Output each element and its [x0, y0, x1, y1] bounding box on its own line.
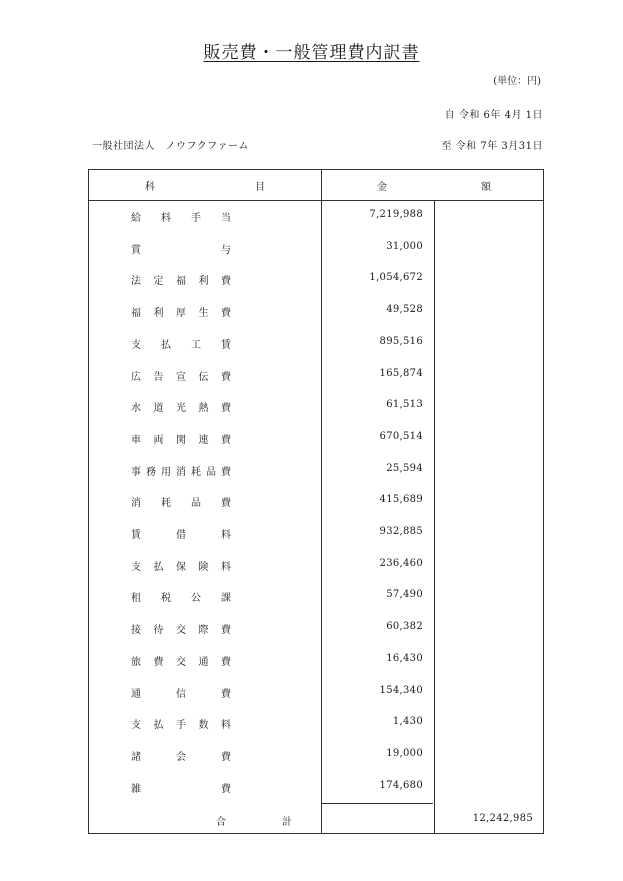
amount-value: 61,513 [386, 399, 423, 411]
unit-label: (単位：円) [493, 76, 541, 87]
account-name-char: 消 [176, 466, 186, 478]
table-row [89, 263, 545, 295]
account-name-char: 費 [221, 498, 231, 510]
account-name-char: 費 [221, 688, 231, 700]
account-name-char: 利 [198, 276, 209, 288]
total-amount: 12,242,985 [472, 813, 533, 824]
account-name-char: 耗 [191, 466, 201, 478]
header-amount-b: 額 [481, 182, 491, 193]
account-name-char: 手 [176, 720, 186, 732]
amount-value: 1,430 [392, 716, 423, 728]
table-row [89, 359, 545, 391]
account-name [131, 399, 231, 414]
expense-table [88, 169, 544, 834]
account-name-char: 告 [153, 371, 164, 383]
account-name [131, 589, 231, 604]
header-account-a: 科 [145, 182, 155, 193]
account-name [131, 494, 231, 509]
account-name-char: 払 [153, 720, 164, 732]
account-name-char: 借 [176, 530, 186, 541]
account-name-char: 福 [176, 276, 186, 288]
account-name-char: 料 [221, 530, 231, 541]
account-name-char: 公 [191, 593, 201, 605]
account-name-char: 保 [176, 561, 186, 573]
account-name-char: 険 [198, 561, 209, 573]
account-name-char: 賃 [221, 339, 231, 351]
account-name [131, 685, 231, 700]
account-name-char: 用 [161, 466, 171, 478]
account-name-char: 費 [221, 434, 231, 446]
amount-value: 165,874 [379, 367, 423, 379]
amount-value: 25,594 [386, 462, 423, 474]
table-row [89, 676, 545, 708]
account-name-char: 品 [206, 466, 216, 478]
account-name [131, 336, 231, 351]
account-name [131, 209, 231, 224]
account-name-char: 賞 [131, 244, 141, 256]
table-row [89, 232, 545, 264]
account-name-char: 事 [131, 466, 141, 478]
account-name-char: 広 [131, 371, 141, 383]
total-divider [321, 803, 433, 804]
company-name: 一般社団法人 ノウフクファーム [92, 141, 249, 152]
account-name-char: 費 [221, 371, 231, 383]
account-name-char: 費 [221, 276, 231, 288]
amount-value: 670,514 [379, 430, 423, 442]
table-row [89, 612, 545, 644]
table-row [89, 327, 545, 359]
account-name-char: 連 [198, 434, 209, 446]
amount-value: 16,430 [386, 652, 423, 664]
account-name-char: 両 [153, 434, 164, 446]
table-row [89, 517, 545, 549]
account-name-char: 会 [176, 751, 186, 763]
account-name-char: 費 [221, 751, 231, 763]
table-row [89, 549, 545, 581]
account-name-char: 務 [146, 466, 156, 478]
table-row [89, 200, 545, 232]
account-name-char: 工 [191, 339, 201, 351]
account-name-char: 料 [221, 561, 231, 573]
amount-value: 174,680 [379, 779, 423, 791]
table-row [89, 644, 545, 676]
account-name-char: 信 [176, 688, 186, 700]
account-name-char: 光 [176, 403, 186, 415]
amount-value: 57,490 [386, 589, 423, 601]
table-row [89, 295, 545, 327]
account-name-char: 支 [131, 339, 141, 351]
account-name-char: 通 [131, 688, 141, 700]
header-amount-a: 金 [377, 182, 387, 193]
account-name-char: 品 [191, 498, 201, 510]
account-name [131, 748, 231, 763]
account-name-char: 水 [131, 403, 141, 415]
account-name-char: 福 [131, 308, 141, 320]
table-row [89, 454, 545, 486]
account-name [131, 368, 231, 383]
amount-value: 7,219,988 [369, 209, 423, 220]
account-name-char: 定 [153, 276, 164, 288]
account-name [131, 716, 231, 731]
account-name-char: 利 [153, 308, 164, 320]
amount-value: 60,382 [386, 621, 423, 633]
amount-value: 154,340 [379, 684, 423, 696]
account-name-char: 際 [198, 625, 209, 637]
account-name-char: 宣 [176, 371, 186, 383]
account-name-char: 関 [176, 434, 186, 446]
table-row [89, 739, 545, 771]
table-row [89, 771, 545, 803]
account-name-char: 当 [221, 213, 231, 224]
account-name-char: 払 [161, 339, 171, 351]
account-name-char: 道 [153, 403, 164, 415]
account-name-char: 接 [131, 625, 141, 637]
amount-value: 236,460 [379, 557, 423, 569]
account-name-char: 待 [153, 625, 164, 637]
header-account-b: 目 [255, 182, 265, 193]
account-name-char: 与 [221, 244, 231, 256]
account-name-char: 伝 [198, 371, 209, 383]
account-name-char: 通 [198, 656, 209, 668]
amount-value: 1,054,672 [369, 272, 423, 284]
amount-value: 415,689 [379, 494, 423, 506]
account-name [131, 621, 231, 636]
period-from: 自 令和 6年 4月 1日 [444, 110, 543, 121]
account-name-char: 交 [176, 625, 186, 637]
account-name-char: 賃 [131, 530, 141, 541]
account-name-char: 法 [131, 276, 141, 288]
table-row [89, 580, 545, 612]
table-row [89, 485, 545, 517]
account-name-char: 支 [131, 561, 141, 573]
account-name-char: 払 [153, 561, 164, 573]
table-row [89, 390, 545, 422]
account-name-char: 消 [131, 498, 141, 510]
period-to: 至 令和 7年 3月31日 [441, 141, 543, 152]
account-name-char: 支 [131, 720, 141, 732]
account-name [131, 780, 231, 795]
account-name [131, 304, 231, 319]
account-name-char: 諸 [131, 751, 141, 763]
account-name-char: 給 [131, 213, 141, 224]
amount-value: 49,528 [386, 304, 423, 316]
total-label-b: 計 [282, 817, 292, 828]
total-label-a: 合 [216, 817, 226, 828]
account-name-char: 課 [221, 593, 231, 605]
account-name [131, 272, 231, 287]
account-name [131, 653, 231, 668]
document-title [0, 38, 623, 63]
account-name-char: 交 [176, 656, 186, 668]
account-name-char: 生 [198, 308, 209, 320]
account-name [131, 463, 231, 478]
account-name-char: 租 [131, 593, 141, 605]
account-name-char: 費 [221, 466, 231, 478]
account-name [131, 558, 231, 573]
account-name-char: 車 [131, 434, 141, 446]
account-name-char: 厚 [176, 308, 186, 320]
account-name [131, 526, 231, 541]
account-name-char: 費 [221, 308, 231, 320]
account-name-char: 旅 [131, 656, 141, 668]
amount-value: 19,000 [386, 747, 423, 759]
amount-value: 932,885 [379, 526, 423, 537]
account-name [131, 431, 231, 446]
account-name-char: 耗 [161, 498, 171, 510]
document-title-text: 販売費・一般管理費内訳書 [203, 43, 420, 63]
account-name-char: 費 [221, 625, 231, 637]
account-name-char: 手 [191, 213, 201, 224]
account-name-char: 税 [161, 593, 171, 605]
account-name-char: 費 [153, 656, 164, 668]
account-name-char: 料 [221, 720, 231, 732]
table-row [89, 707, 545, 739]
account-name-char: 費 [221, 783, 231, 795]
table-row [89, 422, 545, 454]
account-name-char: 熱 [198, 403, 209, 415]
amount-value: 895,516 [379, 335, 423, 347]
account-name-char: 費 [221, 656, 231, 668]
account-name [131, 241, 231, 256]
account-name-char: 料 [161, 213, 171, 224]
account-name-char: 雑 [131, 783, 141, 795]
account-name-char: 数 [198, 720, 209, 732]
account-name-char: 費 [221, 403, 231, 415]
amount-value: 31,000 [386, 240, 423, 252]
